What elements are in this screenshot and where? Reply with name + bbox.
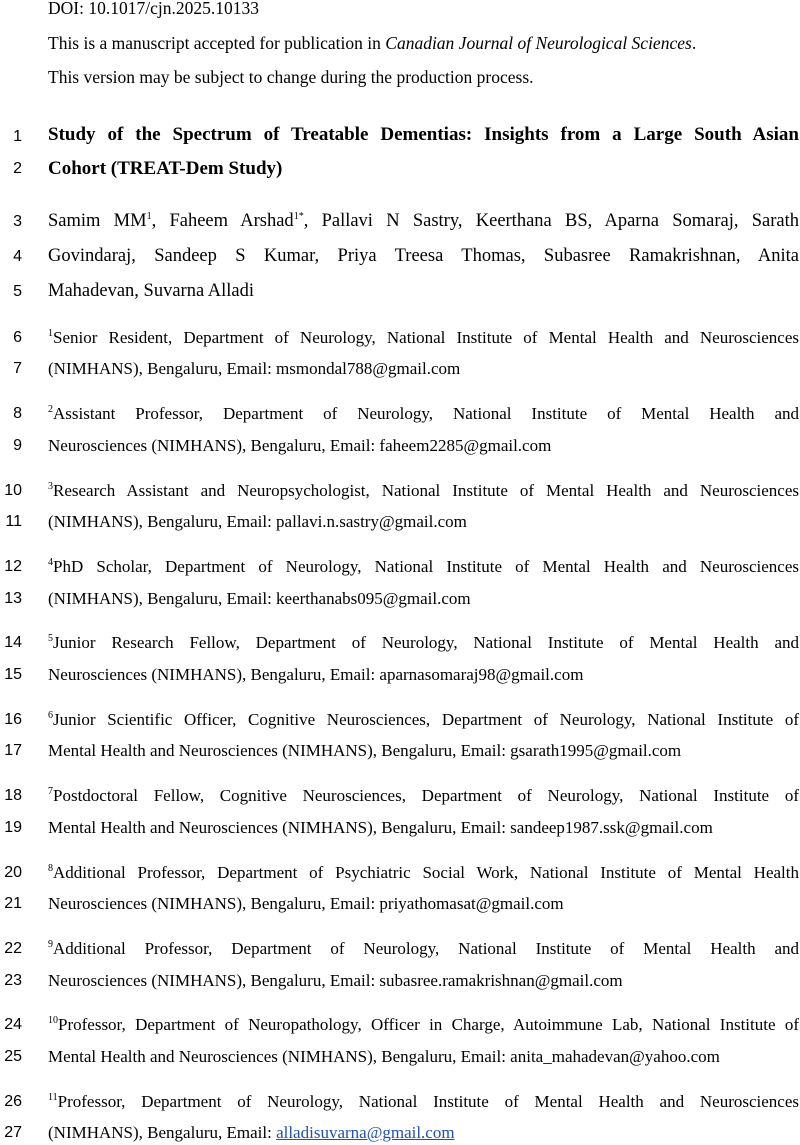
line-number: 14 [4,634,22,651]
author-list-line-3: Mahadevan, Suvarna Alladi [48,281,255,301]
line-number: 8 [13,405,22,422]
affiliation-8-line-2: Neurosciences (NIMHANS), Bengaluru, Email: priyathomasat@gmail.com [48,894,564,913]
affiliation-10-line-1: $^{10}$Professor, Department of Neuropathology, Officer in Charge, Autoimmune Lab, National Institute of [48,1015,799,1034]
line-number: 7 [13,360,22,377]
affiliation-6-line-2: Mental Health and Neurosciences (NIMHANS), Bengaluru, Email: gsarath1995@gmail.com [48,741,682,760]
affiliation-9-line-2: Neurosciences (NIMHANS), Bengaluru, Email: subasree.ramakrishnan@gmail.com [48,971,623,990]
paper-title-line-1: Study of the Spectrum of Treatable Dementias: Insights from a Large South Asian [48,124,799,145]
affiliation-3-line-2: (NIMHANS), Bengaluru, Email: pallavi.n.sastry@gmail.com [48,512,467,531]
line-number: 16 [4,711,22,728]
line-number: 3 [13,213,22,230]
line-number: 6 [13,329,22,346]
line-number: 27 [4,1124,22,1141]
line-number: 18 [4,787,22,804]
author-list-line-2: Govindaraj, Sandeep S Kumar, Priya Treesa Thomas, Subasree Ramakrishnan, Anita [48,246,799,266]
affiliation-7-line-1: $^7$Postdoctoral Fellow, Cognitive Neurosciences, Department of Neurology, National Institute of [48,786,799,805]
line-number: 2 [13,160,22,177]
paper-title-line-2: Cohort (TREAT-Dem Study) [48,158,283,179]
line-number: 4 [13,248,22,265]
line-number: 23 [4,972,22,989]
line-number: 13 [4,590,22,607]
affiliation-10-line-2: Mental Health and Neurosciences (NIMHANS), Bengaluru, Email: anita_mahadevan@yahoo.com [48,1047,720,1066]
line-number: 9 [13,437,22,454]
line-number: 22 [4,940,22,957]
line-number: 20 [4,864,22,881]
affiliation-1-line-2: (NIMHANS), Bengaluru, Email: msmondal788@gmail.com [48,359,461,378]
journal-name: Canadian Journal of Neurological Sciences [385,33,692,53]
line-number: 25 [4,1048,22,1065]
affiliation-2-line-1: $^2$Assistant Professor, Department of Neurology, National Institute of Mental Health and [48,404,799,423]
affiliation-6-line-1: $^6$Junior Scientific Officer, Cognitive Neurosciences, Department of Neurology, National Institute of [48,710,799,729]
affiliation-7-line-2: Mental Health and Neurosciences (NIMHANS), Bengaluru, Email: sandeep1987.ssk@gmail.com [48,818,713,837]
affiliation-11-line-1: $^{11}$Professor, Department of Neurology, National Institute of Mental Health and Neurosciences [48,1092,799,1111]
email-link[interactable]: alladisuvarna@gmail.com [276,1123,455,1142]
affiliation-2-line-2: Neurosciences (NIMHANS), Bengaluru, Email: faheem2285@gmail.com [48,436,552,455]
line-number: 21 [4,895,22,912]
line-number: 26 [4,1093,22,1110]
affiliation-8-line-1: $^8$Additional Professor, Department of Psychiatric Social Work, National Institute of Mental Health [48,863,799,882]
line-number: 1 [13,128,22,145]
author-list-line-1: Samim $MM^1$, Faheem Arshad$^{1*}$, Pallavi N Sastry, Keerthana BS, Aparna Somaraj, Sarath [48,211,799,231]
affiliation-5-line-1: $^5$Junior Research Fellow, Department of Neurology, National Institute of Mental Health and [48,633,799,652]
affiliation-4-line-1: $^4$PhD Scholar, Department of Neurology, National Institute of Mental Health and Neurosciences [48,557,799,576]
doi: DOI: 10.1017/cjn.2025.10133 [48,0,259,18]
affiliation-1-line-1: $^1$Senior Resident, Department of Neurology, National Institute of Mental Health and Neurosciences [48,328,799,347]
line-number: 5 [13,283,22,300]
line-number: 11 [5,513,22,530]
line-number: 24 [4,1016,22,1033]
line-number: 19 [4,819,22,836]
line-number: 10 [4,482,22,499]
affiliation-3-line-1: $^3$Research Assistant and Neuropsychologist, National Institute of Mental Health and Neurosciences [48,481,799,500]
line-number: 12 [4,558,22,575]
affiliation-4-line-2: (NIMHANS), Bengaluru, Email: keerthanabs095@gmail.com [48,589,471,608]
production-notice: This version may be subject to change during the production process. [48,67,534,87]
line-number: 15 [4,666,22,683]
affiliation-5-line-2: Neurosciences (NIMHANS), Bengaluru, Email: aparnasomaraj98@gmail.com [48,665,584,684]
affiliation-9-line-1: $^9$Additional Professor, Department of Neurology, National Institute of Mental Health and [48,939,799,958]
publication-notice: This is a manuscript accepted for publication in Canadian Journal of Neurological Sciences. [48,33,697,53]
affiliation-11-line-2: (NIMHANS), Bengaluru, Email: alladisuvarna@gmail.com [48,1123,455,1142]
line-number: 17 [4,742,22,759]
